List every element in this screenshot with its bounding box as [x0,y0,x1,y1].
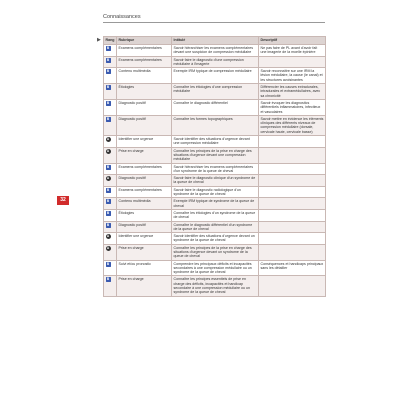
descriptif-cell: Savoir mettre en évidence les éléments cliniques des différents niveaux de compression médullaire (dorsale, cervicale haute, cervicale basse) [259,115,326,135]
rank-cell [104,186,117,198]
intitule-cell: Comprendre les principaux déficits et incapacités secondaires à une compression médullaire ou un syndrome de la queue de cheval [172,260,259,276]
table-header-row [104,37,326,45]
table-row [104,45,326,57]
rank-badge: B [106,57,110,62]
intitule-cell: Connaître le diagnostic différentiel [172,99,259,115]
rubrique-cell: Diagnostic positif [117,99,172,115]
rubrique-cell: Diagnostic positif [117,175,172,187]
descriptif-cell [259,56,326,68]
rank-badge: B [106,222,110,227]
rank-cell [104,115,117,135]
rank-cell [104,163,117,175]
intitule-cell: Connaître les étiologies d'une compression médullaire [172,84,259,100]
intitule-cell: Savoir identifier des situations d'urgence devant une compression médullaire [172,136,259,148]
header-rule [103,22,325,23]
table-row [104,221,326,233]
table-row [104,175,326,187]
descriptif-cell [259,147,326,163]
rubrique-cell: Étiologies [117,209,172,221]
descriptif-cell: Différencier les causes extradurales, intradurales et extramédullaires, avec sa chronicité [259,84,326,100]
intitule-cell: Savoir identifier des situations d'urgence devant un syndrome de la queue de cheval [172,233,259,245]
intitule-cell: Savoir hiérarchiser les examens complémentaires devant une suspicion de compression médullaire [172,45,259,57]
rank-badge: B [106,69,110,74]
rank-badge: B [106,100,110,105]
intitule-cell: Connaître les principes essentiels de prise en charge des déficits, incapacités et handicap secondaire à une compression médullaire ou un syndrome de la queue de cheval [172,276,259,296]
descriptif-cell [259,209,326,221]
descriptif-cell [259,136,326,148]
rank-badge: B [106,277,110,282]
rank-badge: A [106,148,110,153]
rubrique-cell: Prise en charge [117,244,172,260]
rubrique-cell: Examens complémentaires [117,45,172,57]
rank-cell [104,233,117,245]
rubrique-cell: Examens complémentaires [117,56,172,68]
column-header: Intitulé [172,37,259,45]
table-row [104,84,326,100]
descriptif-cell [259,163,326,175]
table-row [104,163,326,175]
rubrique-cell: Prise en charge [117,276,172,296]
rank-cell [104,209,117,221]
rank-cell [104,45,117,57]
descriptif-cell [259,244,326,260]
rubrique-cell: Identifier une urgence [117,233,172,245]
rubrique-cell: Diagnostic positif [117,221,172,233]
table-row [104,260,326,276]
descriptif-cell: Conséquences et handicaps principaux sans les détailler [259,260,326,276]
rubrique-cell: Contenu multimédia [117,68,172,84]
descriptif-cell: Ne pas faire de PL avant d'avoir fait une imagerie de la moelle épinière [259,45,326,57]
table-row [104,115,326,135]
intitule-cell: Savoir hiérarchiser les examens complémentaires d'un syndrome de la queue de cheval [172,163,259,175]
intitule-cell: Exemple IRM typique de syndrome de la queue de cheval [172,198,259,210]
rank-cell [104,68,117,84]
rank-cell [104,198,117,210]
rubrique-cell: Prise en charge [117,147,172,163]
rubrique-cell: Suivi et/ou pronostic [117,260,172,276]
knowledge-table [103,36,326,297]
descriptif-cell [259,186,326,198]
rank-cell [104,136,117,148]
rubrique-cell: Diagnostic positif [117,115,172,135]
page-number-tab: 32 [57,196,69,205]
intitule-cell: Savoir faire le diagnostic d'une compression médullaire à l'imagerie [172,56,259,68]
column-header: Rubrique [117,37,172,45]
table-row [104,244,326,260]
running-head: Connaissances [103,14,141,20]
rank-badge: B [106,187,110,192]
table-row [104,136,326,148]
rank-badge: B [106,261,110,266]
column-header: Descriptif [259,37,326,45]
table-row [104,276,326,296]
rank-cell [104,56,117,68]
rank-badge: A [106,176,110,181]
intitule-cell: Savoir faire le diagnostic clinique d'un syndrome de la queue de cheval [172,175,259,187]
rank-cell [104,175,117,187]
table-row [104,99,326,115]
descriptif-cell [259,276,326,296]
rank-cell [104,244,117,260]
intitule-cell: Connaître les formes topographiques [172,115,259,135]
rubrique-cell: Examens complémentaires [117,186,172,198]
table-row [104,147,326,163]
rank-badge: B [106,199,110,204]
descriptif-cell [259,175,326,187]
intitule-cell: Connaître les principes de la prise en charge des situations d'urgence devant un syndrome de la queue de cheval [172,244,259,260]
intitule-cell: Exemple IRM typique de compression médullaire [172,68,259,84]
rubrique-cell: Examens complémentaires [117,163,172,175]
descriptif-cell [259,233,326,245]
rubrique-cell: Identifier une urgence [117,136,172,148]
rank-cell [104,147,117,163]
rank-badge: B [106,85,110,90]
table-row [104,186,326,198]
intitule-cell: Savoir faire le diagnostic radiologique d'un syndrome de la queue de cheval [172,186,259,198]
table-row [104,56,326,68]
rank-badge: B [106,46,110,50]
intitule-cell: Connaître le diagnostic différentiel d'un syndrome de la queue de cheval [172,221,259,233]
rubrique-cell: Étiologies [117,84,172,100]
descriptif-cell: Savoir reconnaître sur une IRM la lésion médullaire, la cause (le canal) et les structures avoisinantes [259,68,326,84]
table-row [104,233,326,245]
table-row [104,198,326,210]
rank-badge: B [106,116,110,121]
column-header: Rang [104,37,117,45]
intitule-cell: Connaître les étiologies d'un syndrome de la queue de cheval [172,209,259,221]
rank-badge: B [106,210,110,215]
rubrique-cell: Contenu multimédia [117,198,172,210]
rank-cell [104,99,117,115]
arrow-icon: ▶ [97,37,101,43]
rank-cell [104,276,117,296]
intitule-cell: Connaître les principes de la prise en charge des situations d'urgence devant une compression médullaire [172,147,259,163]
rank-badge: A [106,245,110,250]
descriptif-cell [259,198,326,210]
descriptif-cell: Savoir évoquer les diagnostics différentiels inflammatoires, infectieux et vasculaires [259,99,326,115]
table-row [104,209,326,221]
rank-cell [104,84,117,100]
rank-cell [104,260,117,276]
rank-cell [104,221,117,233]
rank-badge: A [106,234,110,239]
descriptif-cell [259,221,326,233]
table-row [104,68,326,84]
rank-badge: A [106,137,110,142]
rank-badge: B [106,164,110,169]
